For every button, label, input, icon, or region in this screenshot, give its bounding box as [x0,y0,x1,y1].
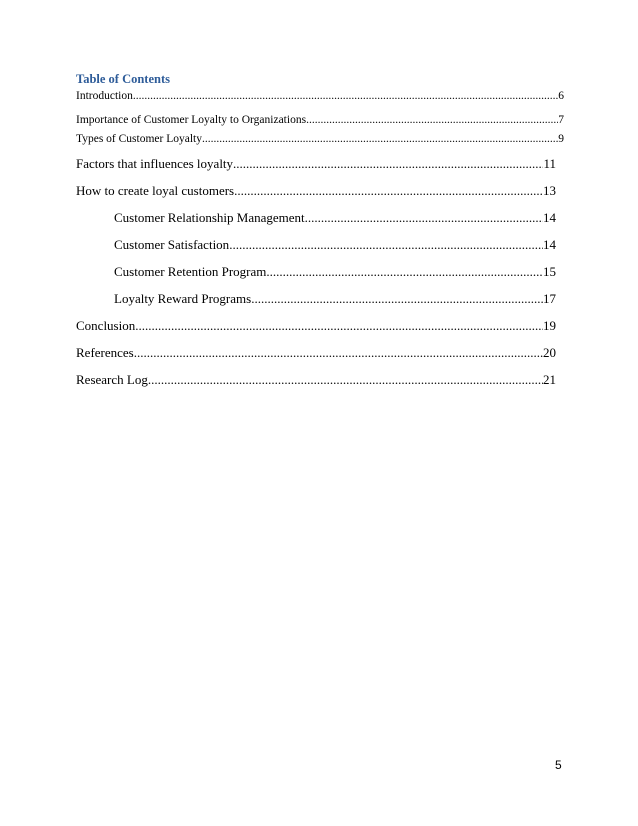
toc-entry-label: Customer Relationship Management [114,210,305,225]
toc-entry-retention[interactable] [114,264,556,280]
toc-entry-satisfaction[interactable] [114,237,556,253]
toc-leader-dots [134,345,543,361]
toc-page-number: 6 [558,90,564,102]
toc-page-number: 7 [558,114,564,126]
toc-entry-reward-programs[interactable] [114,291,556,307]
toc-page-number: 17 [543,291,556,306]
toc-page-number: 15 [543,264,556,279]
toc-leader-dots [233,156,543,172]
toc-page-number: 11 [543,156,556,171]
toc-entry-label: Customer Satisfaction [114,237,230,252]
toc-title: Table of Contents [76,72,170,86]
toc-leader-dots [251,291,543,307]
toc-page-number: 21 [543,372,556,387]
toc-entry-label: Customer Retention Program [114,264,267,279]
toc-page-number: 14 [543,210,556,225]
toc-entry-conclusion[interactable] [76,318,556,334]
toc-leader-dots [148,372,543,388]
toc-entry-importance[interactable] [76,114,564,126]
toc-leader-dots [305,210,543,226]
toc-entry-references[interactable] [76,345,556,361]
toc-entry-label: Conclusion [76,318,136,333]
toc-entry-crm[interactable] [114,210,556,226]
toc-page-number: 19 [543,318,556,333]
toc-leader-dots [229,237,543,253]
toc-entry-label: Research Log [76,372,148,387]
toc-entry-factors[interactable] [76,156,556,172]
toc-leader-dots [266,264,543,280]
toc-page-number: 13 [543,183,556,198]
toc-entry-label: Importance of Customer Loyalty to Organizations [76,114,307,126]
toc-entry-label: Factors that influences loyalty [76,156,234,171]
toc-entry-label: Types of Customer Loyalty [76,133,202,145]
toc-page-number: 20 [543,345,556,360]
toc-entry-research-log[interactable] [76,372,556,388]
toc-leader-dots [135,318,543,334]
toc-entry-introduction[interactable] [76,90,564,102]
toc-entry-label: How to create loyal customers [76,183,235,198]
toc-leader-dots [202,133,558,145]
toc-page-number: 14 [543,237,556,252]
toc-entry-label: Introduction [76,90,133,102]
toc-entry-label: References [76,345,134,360]
toc-page-number: 9 [558,133,564,145]
toc-leader-dots [133,90,558,102]
toc-leader-dots [234,183,543,199]
toc-entry-types[interactable] [76,133,564,145]
toc-entry-how-to-create[interactable] [76,183,556,199]
toc-leader-dots [306,114,558,126]
page-number: 5 [555,758,562,772]
toc-entry-label: Loyalty Reward Programs [114,291,252,306]
